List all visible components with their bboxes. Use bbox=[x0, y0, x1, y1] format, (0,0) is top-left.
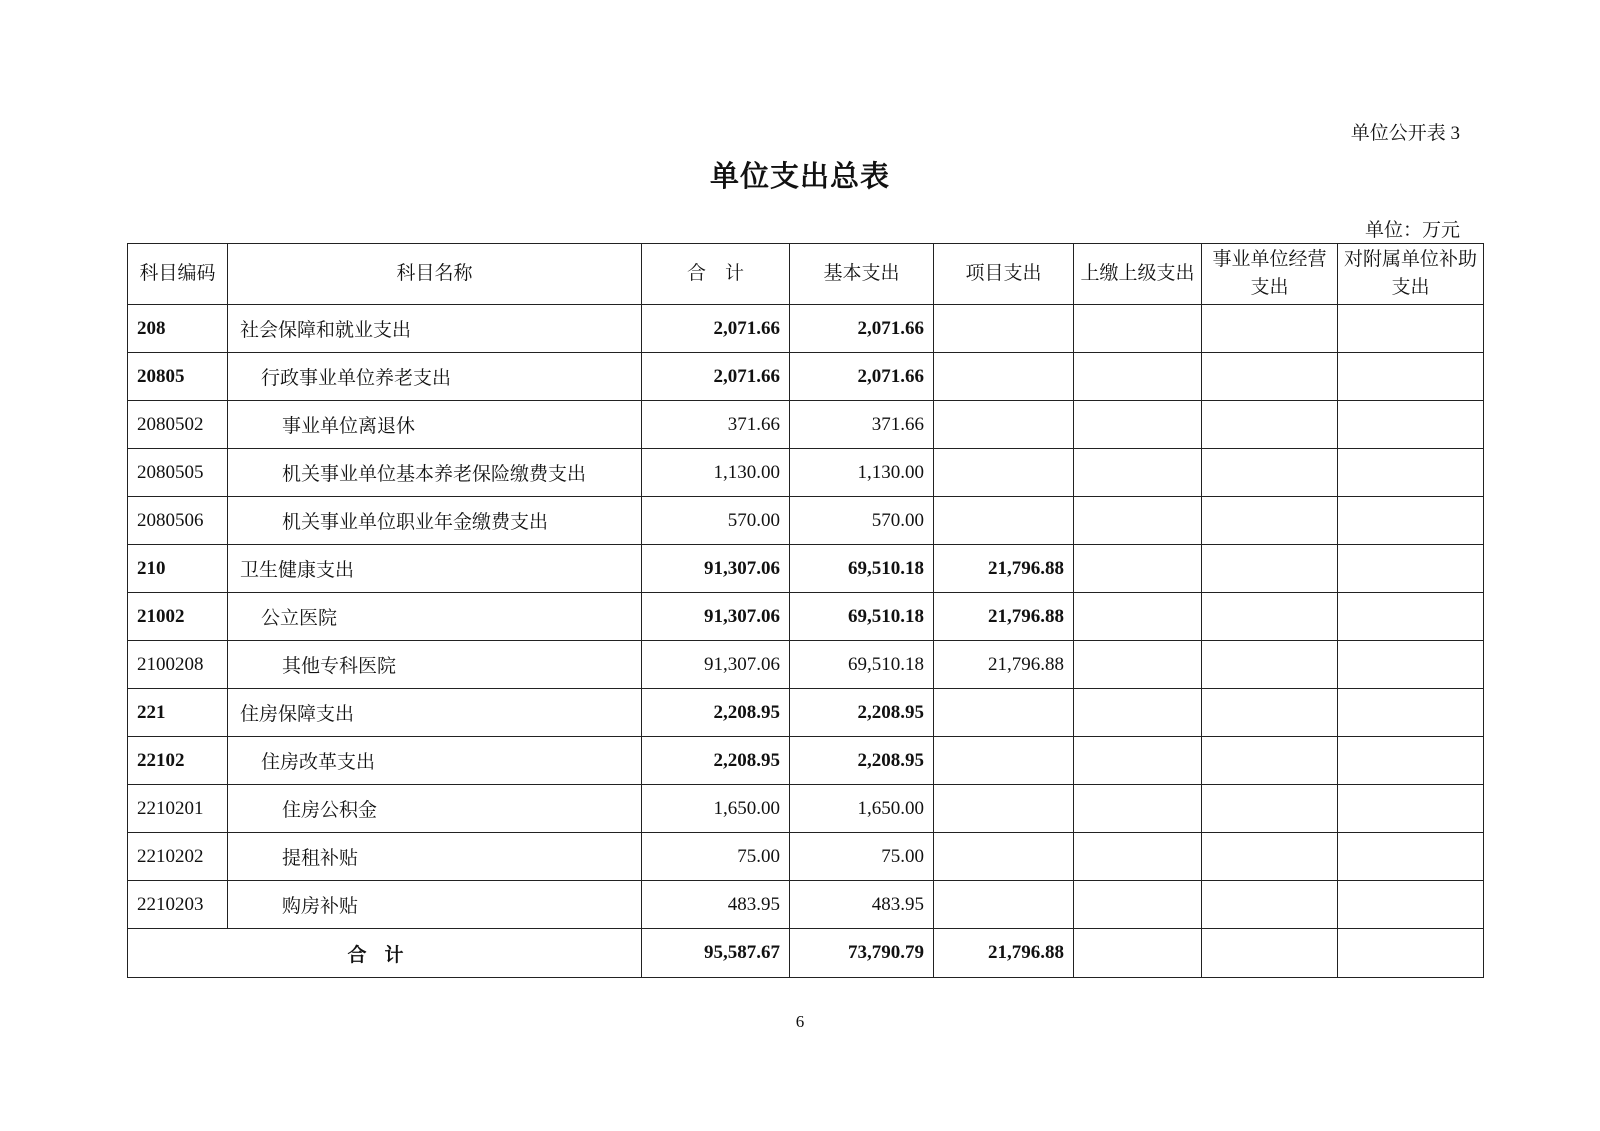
row-project: 21,796.88 bbox=[934, 545, 1074, 593]
table-body bbox=[128, 305, 1484, 929]
row-project bbox=[934, 497, 1074, 545]
row-code: 2080505 bbox=[128, 449, 228, 497]
row-name: 事业单位离退休 bbox=[228, 401, 642, 449]
row-business bbox=[1202, 641, 1338, 689]
row-project bbox=[934, 689, 1074, 737]
row-total: 1,130.00 bbox=[642, 449, 790, 497]
row-name: 行政事业单位养老支出 bbox=[228, 353, 642, 401]
row-project bbox=[934, 401, 1074, 449]
row-total: 91,307.06 bbox=[642, 545, 790, 593]
row-total: 371.66 bbox=[642, 401, 790, 449]
row-business bbox=[1202, 785, 1338, 833]
row-business bbox=[1202, 545, 1338, 593]
row-subsidy bbox=[1338, 353, 1484, 401]
row-subsidy bbox=[1338, 641, 1484, 689]
row-basic: 1,650.00 bbox=[790, 785, 934, 833]
row-name: 机关事业单位基本养老保险缴费支出 bbox=[228, 449, 642, 497]
row-upper bbox=[1074, 881, 1202, 929]
row-code: 221 bbox=[128, 689, 228, 737]
row-upper bbox=[1074, 353, 1202, 401]
header-project: 项目支出 bbox=[934, 244, 1074, 305]
header-code: 科目编码 bbox=[128, 244, 228, 305]
row-business bbox=[1202, 689, 1338, 737]
table-row bbox=[128, 401, 1484, 449]
row-subsidy bbox=[1338, 785, 1484, 833]
row-project: 21,796.88 bbox=[934, 641, 1074, 689]
row-name: 住房公积金 bbox=[228, 785, 642, 833]
row-upper bbox=[1074, 833, 1202, 881]
total-label: 合计 bbox=[128, 929, 642, 978]
row-business bbox=[1202, 449, 1338, 497]
row-subsidy bbox=[1338, 401, 1484, 449]
header-subsidy: 对附属单位补助支出 bbox=[1338, 244, 1484, 305]
row-subsidy bbox=[1338, 305, 1484, 353]
row-project bbox=[934, 737, 1074, 785]
table-tag: 单位公开表 3 bbox=[1350, 123, 1460, 144]
row-code: 20805 bbox=[128, 353, 228, 401]
row-code: 208 bbox=[128, 305, 228, 353]
row-basic: 570.00 bbox=[790, 497, 934, 545]
table-row bbox=[128, 545, 1484, 593]
row-business bbox=[1202, 881, 1338, 929]
page-number: 6 bbox=[795, 1012, 805, 1031]
row-name: 提租补贴 bbox=[228, 833, 642, 881]
row-code: 22102 bbox=[128, 737, 228, 785]
header-business: 事业单位经营支出 bbox=[1202, 244, 1338, 305]
table-row bbox=[128, 305, 1484, 353]
row-name: 其他专科医院 bbox=[228, 641, 642, 689]
row-total: 2,071.66 bbox=[642, 305, 790, 353]
row-basic: 69,510.18 bbox=[790, 641, 934, 689]
row-business bbox=[1202, 305, 1338, 353]
table-header-row bbox=[128, 244, 1484, 305]
row-upper bbox=[1074, 593, 1202, 641]
row-upper bbox=[1074, 689, 1202, 737]
expense-summary-table bbox=[127, 243, 1484, 978]
row-upper bbox=[1074, 449, 1202, 497]
row-basic: 2,208.95 bbox=[790, 737, 934, 785]
total-basic: 73,790.79 bbox=[790, 929, 934, 978]
row-subsidy bbox=[1338, 545, 1484, 593]
row-subsidy bbox=[1338, 593, 1484, 641]
total-business bbox=[1202, 929, 1338, 978]
row-upper bbox=[1074, 497, 1202, 545]
table-row bbox=[128, 641, 1484, 689]
row-total: 483.95 bbox=[642, 881, 790, 929]
table-row bbox=[128, 497, 1484, 545]
row-basic: 371.66 bbox=[790, 401, 934, 449]
row-subsidy bbox=[1338, 689, 1484, 737]
row-total: 91,307.06 bbox=[642, 641, 790, 689]
row-basic: 483.95 bbox=[790, 881, 934, 929]
row-upper bbox=[1074, 785, 1202, 833]
row-name: 住房改革支出 bbox=[228, 737, 642, 785]
row-basic: 1,130.00 bbox=[790, 449, 934, 497]
total-upper bbox=[1074, 929, 1202, 978]
row-name: 购房补贴 bbox=[228, 881, 642, 929]
table-row bbox=[128, 353, 1484, 401]
row-project bbox=[934, 785, 1074, 833]
row-name: 公立医院 bbox=[228, 593, 642, 641]
row-total: 1,650.00 bbox=[642, 785, 790, 833]
row-name: 卫生健康支出 bbox=[228, 545, 642, 593]
table-row bbox=[128, 881, 1484, 929]
header-upper: 上缴上级支出 bbox=[1074, 244, 1202, 305]
row-name: 社会保障和就业支出 bbox=[228, 305, 642, 353]
row-code: 2210203 bbox=[128, 881, 228, 929]
table-row bbox=[128, 785, 1484, 833]
row-code: 2210201 bbox=[128, 785, 228, 833]
row-basic: 75.00 bbox=[790, 833, 934, 881]
row-total: 2,208.95 bbox=[642, 689, 790, 737]
row-upper bbox=[1074, 401, 1202, 449]
row-upper bbox=[1074, 545, 1202, 593]
row-project bbox=[934, 353, 1074, 401]
table-row bbox=[128, 737, 1484, 785]
table-row bbox=[128, 449, 1484, 497]
row-subsidy bbox=[1338, 881, 1484, 929]
row-business bbox=[1202, 497, 1338, 545]
row-total: 91,307.06 bbox=[642, 593, 790, 641]
row-basic: 2,071.66 bbox=[790, 353, 934, 401]
row-basic: 2,208.95 bbox=[790, 689, 934, 737]
total-row bbox=[128, 929, 1484, 978]
row-subsidy bbox=[1338, 833, 1484, 881]
row-code: 210 bbox=[128, 545, 228, 593]
row-basic: 69,510.18 bbox=[790, 545, 934, 593]
row-total: 2,071.66 bbox=[642, 353, 790, 401]
row-basic: 2,071.66 bbox=[790, 305, 934, 353]
header-basic: 基本支出 bbox=[790, 244, 934, 305]
row-code: 2080502 bbox=[128, 401, 228, 449]
row-project bbox=[934, 833, 1074, 881]
row-name: 住房保障支出 bbox=[228, 689, 642, 737]
total-total: 95,587.67 bbox=[642, 929, 790, 978]
header-name: 科目名称 bbox=[228, 244, 642, 305]
row-code: 2080506 bbox=[128, 497, 228, 545]
row-code: 2100208 bbox=[128, 641, 228, 689]
table-row bbox=[128, 833, 1484, 881]
table-row bbox=[128, 689, 1484, 737]
row-total: 570.00 bbox=[642, 497, 790, 545]
total-project: 21,796.88 bbox=[934, 929, 1074, 978]
row-subsidy bbox=[1338, 737, 1484, 785]
table-row bbox=[128, 593, 1484, 641]
row-code: 2210202 bbox=[128, 833, 228, 881]
header-total: 合 计 bbox=[642, 244, 790, 305]
row-project bbox=[934, 881, 1074, 929]
page-title: 单位支出总表 bbox=[709, 159, 890, 193]
row-business bbox=[1202, 401, 1338, 449]
row-total: 2,208.95 bbox=[642, 737, 790, 785]
row-subsidy bbox=[1338, 449, 1484, 497]
row-project: 21,796.88 bbox=[934, 593, 1074, 641]
row-subsidy bbox=[1338, 497, 1484, 545]
row-total: 75.00 bbox=[642, 833, 790, 881]
row-business bbox=[1202, 593, 1338, 641]
row-project bbox=[934, 305, 1074, 353]
row-upper bbox=[1074, 737, 1202, 785]
unit-label: 单位：万元 bbox=[1364, 220, 1460, 241]
row-upper bbox=[1074, 305, 1202, 353]
row-upper bbox=[1074, 641, 1202, 689]
row-code: 21002 bbox=[128, 593, 228, 641]
row-business bbox=[1202, 833, 1338, 881]
row-business bbox=[1202, 353, 1338, 401]
row-project bbox=[934, 449, 1074, 497]
row-name: 机关事业单位职业年金缴费支出 bbox=[228, 497, 642, 545]
row-business bbox=[1202, 737, 1338, 785]
total-subsidy bbox=[1338, 929, 1484, 978]
row-basic: 69,510.18 bbox=[790, 593, 934, 641]
